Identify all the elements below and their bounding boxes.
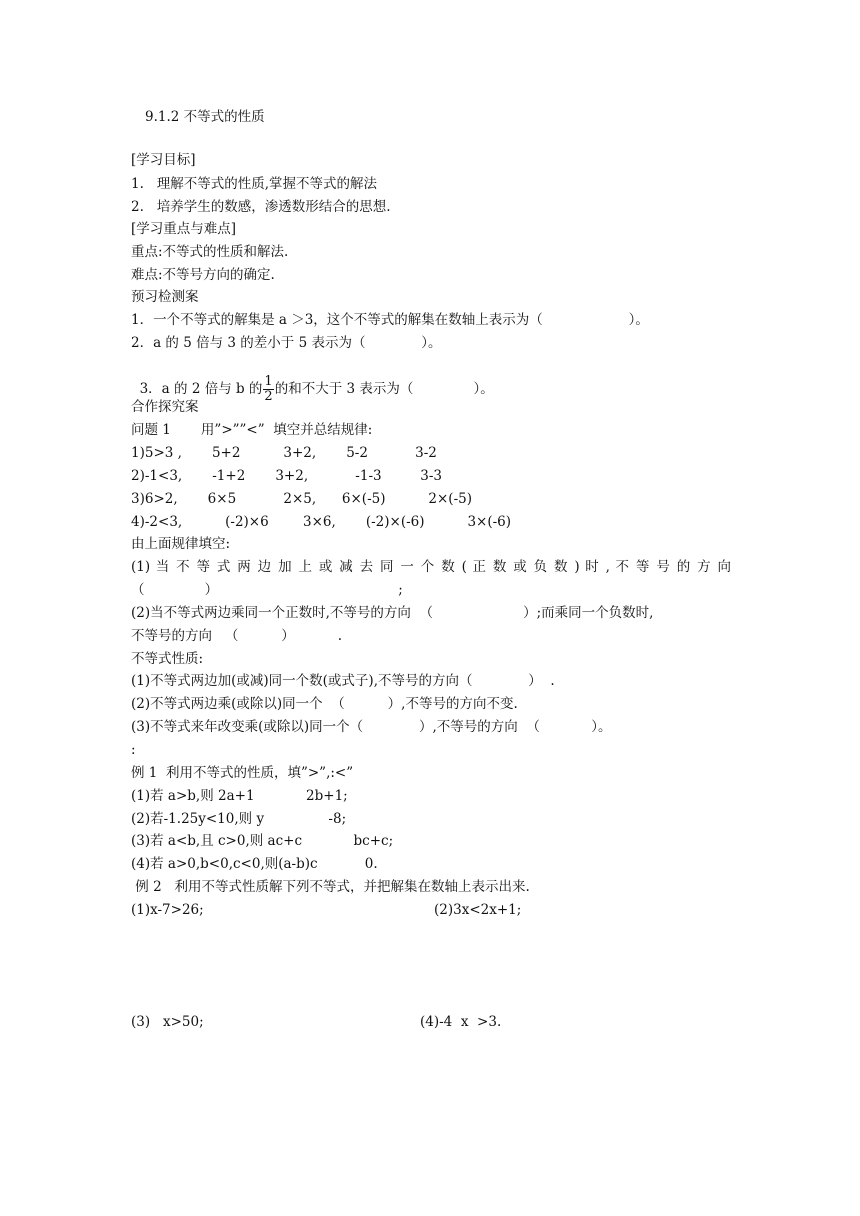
key-point: 重点:不等式的性质和解法.	[131, 244, 289, 260]
fraction-denominator: 2	[264, 389, 273, 404]
preview-text: 3．a 的 2 倍与 b 的	[139, 381, 263, 397]
problem-row: 4)-2<3, (-2)×6 3×6, (-2)×(-6) 3×(-6)	[131, 514, 512, 530]
example-item: (3)若 a<b,且 c>0,则 ac+c bc+c;	[131, 833, 394, 849]
example-1-header: 例 1 利用不等式的性质，填”>”,:<”	[131, 765, 354, 781]
fraction-numerator: 1	[264, 374, 273, 389]
rule-line: （ ） ;	[131, 582, 403, 598]
example-item: (2)3x<2x+1;	[434, 902, 522, 918]
example-2-header: 例 2 利用不等式性质解下列不等式，并把解集在数轴上表示出来.	[131, 879, 530, 895]
difficulty: 难点:不等号方向的确定.	[131, 267, 275, 283]
key-header: [学习重点与难点]	[131, 221, 237, 237]
fraction	[263, 375, 273, 404]
problem-row: 3)6>2, 6×5 2×5, 6×(-5) 2×(-5)	[131, 491, 472, 507]
property-item: (2)不等式两边乘(或除以)同一个 （ ）,不等号的方向不变.	[131, 696, 518, 712]
property-item: (3)不等式来年改变乘(或除以)同一个（ ）,不等号的方向 （ ）。	[131, 719, 612, 735]
goals-header: [学习目标]	[131, 152, 196, 168]
properties-header: 不等式性质:	[131, 651, 204, 667]
explore-header: 合作探究案	[131, 399, 199, 415]
preview-item: 2．a 的 5 倍与 3 的差小于 5 表示为（ ）。	[131, 335, 442, 351]
problem-title: 问题 1 用”>””<” 填空并总结规律:	[131, 422, 373, 438]
preview-header: 预习检测案	[131, 289, 199, 305]
preview-item-fraction	[131, 357, 494, 404]
property-item: (1)不等式两边加(或减)同一个数(或式子),不等号的方向（ ） .	[131, 673, 555, 689]
preview-item: 1．一个不等式的解集是 a ＞3，这个不等式的解集在数轴上表示为（ ）。	[131, 312, 649, 328]
example-item: (1)若 a>b,则 2a+1 2b+1;	[131, 788, 348, 804]
page-title: 9.1.2 不等式的性质	[145, 109, 265, 125]
problem-row: 2)-1<3, -1+2 3+2, -1-3 3-3	[131, 468, 442, 484]
example-item: (2)若-1.25y<10,则 y -8;	[131, 811, 347, 827]
example-item: (3) x>50;	[131, 1014, 204, 1030]
rule-line: (1) 当 不 等 式 两 边 加 上 或 减 去 同 一 个 数 ( 正 数 或 负 数 ) 时 , 不 等 号 的 方 向	[131, 559, 731, 575]
preview-text: 的和不大于 3 表示为（ ）。	[274, 381, 494, 397]
stray-colon: :	[131, 742, 136, 758]
rule-line: (2)当不等式两边乘同一个正数时,不等号的方向 （ ）;而乘同一个负数时,	[131, 605, 654, 621]
example-item: (1)x-7>26;	[131, 902, 204, 918]
example-item: (4)若 a>0,b<0,c<0,则(a-b)c 0.	[131, 856, 378, 872]
rule-line: 不等号的方向 （ ） .	[131, 628, 342, 644]
goal-item: 1. 理解不等式的性质,掌握不等式的解法	[131, 176, 378, 192]
example-item: (4)-4 x >3.	[420, 1014, 502, 1030]
goal-item: 2. 培养学生的数感，渗透数形结合的思想.	[131, 199, 391, 215]
problem-row: 1)5>3 , 5+2 3+2, 5-2 3-2	[131, 445, 437, 461]
rule-header: 由上面规律填空:	[131, 536, 231, 552]
